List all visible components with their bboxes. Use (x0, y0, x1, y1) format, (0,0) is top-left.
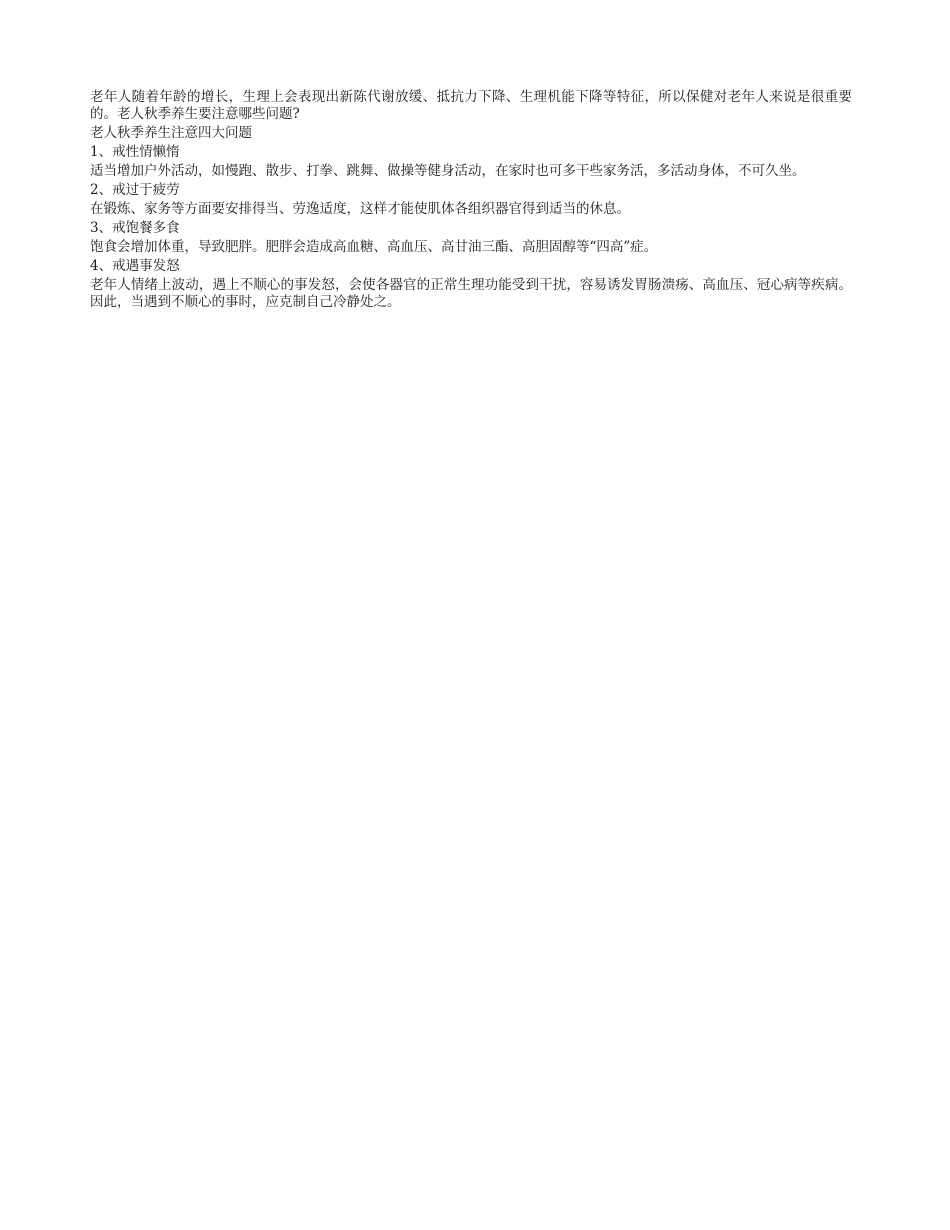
intro-paragraph: 老年人随着年龄的增长，生理上会表现出新陈代谢放缓、抵抗力下降、生理机能下降等特征，所以保健对老年人来说是很重要的。老人秋季养生要注意哪些问题? (90, 89, 852, 122)
section-body-3: 饱食会增加体重，导致肥胖。肥胖会造成高血糖、高血压、高甘油三酯、高胆固醇等“四高”症。 (90, 239, 658, 255)
document-page (90, 89, 852, 313)
document-title: 老人秋季养生注意四大问题 (90, 125, 252, 141)
section-heading-1: 1、戒性情懒惰 (90, 144, 180, 160)
section-body-2: 在锻炼、家务等方面要安排得当、劳逸适度，这样才能使肌体各组织器官得到适当的休息。 (90, 201, 630, 217)
section-heading-3: 3、戒饱餐多食 (90, 220, 180, 236)
section-body-4: 老年人情绪上波动，遇上不顺心的事发怒，会使各器官的正常生理功能受到干扰，容易诱发胃肠溃疡、高血压、冠心病等疾病。因此，当遇到不顺心的事时，应克制自己冷静处之。 (90, 277, 852, 310)
section-heading-2: 2、戒过于疲劳 (90, 182, 180, 198)
section-body-1: 适当增加户外活动，如慢跑、散步、打拳、跳舞、做操等健身活动，在家时也可多干些家务活，多活动身体，不可久坐。 (90, 163, 806, 179)
section-heading-4: 4、戒遇事发怒 (90, 258, 180, 274)
